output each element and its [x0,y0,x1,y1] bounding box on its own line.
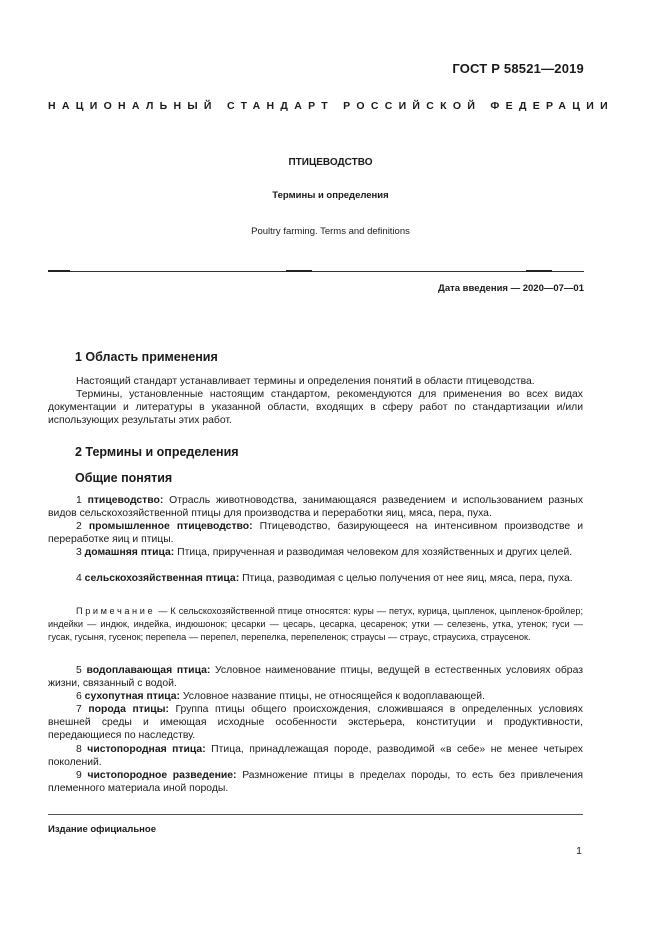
gost-number: ГОСТ Р 58521—2019 [452,61,584,76]
document-title-english: Poultry farming. Terms and definitions [251,226,410,237]
term-entry: 7 порода птицы: Группа птицы общего происхождения, сложившаяся в определенных условиях внешней среды и имеющая исходные особенности экстерьера, конституции и продуктивности, передающиеся по наследству. [48,704,583,741]
section-1-heading: 1 Область применения [75,350,218,364]
footer-divider [48,814,583,815]
term-entry: 6 сухопутная птица: Условное название птицы, не относящейся к водоплавающей. [76,691,485,702]
official-edition-label: Издание официальное [48,824,156,835]
title-divider [48,271,584,272]
section-1-paragraph: Настоящий стандарт устанавливает термины и определения понятий в области птицеводства. [76,376,535,387]
term-entry: 4 сельскохозяйственная птица: Птица, разводимая с целью получения от нее яиц, мяса, пера, пуха. [76,573,573,584]
term-entry: 2 промышленное птицеводство: Птицеводство, базирующееся на интенсивном производстве и переработке яиц и птицы. [48,521,584,545]
divider-accent [526,270,552,272]
term-entry: 5 водоплавающая птица: Условное наименование птицы, ведущей в естественных условиях образ жизни, связанный с водой. [48,665,584,689]
term-entry: 8 чистопородная птица: Птица, принадлежащая породе, разводимой «в себе» не менее четырех поколений. [48,744,584,768]
term-entry: 9 чистопородное разведение: Размножение птицы в пределах породы, то есть без привлечения племенного материала иной породы. [48,770,583,794]
section-1-paragraph: Термины, установленные настоящим стандартом, рекомендуются для применения во всех видах документации и литературы в указанной области, входящих в сферу работ по стандартизации и/или использующих результаты этих работ. [48,389,583,426]
term-note: Примечание — К сельскохозяйственной птице относятся: куры — петух, курица, цыпленок, цыпленок-бройлер; индейки — индюк, индейка, индюшонок; цесарки — цесарь, цесарка, цесаренок; утки — селезень, утка, утенок; гуси — гусак, гусыня, гусенок; перепела — перепел, перепелка, перепеленок; страусы — страус, страусиха, страусенок. [48,606,583,642]
document-title: ПТИЦЕВОДСТВО [288,157,373,168]
effective-date: Дата введения — 2020—07—01 [438,283,584,294]
page-number: 1 [576,845,582,857]
subsection-heading: Общие понятия [75,471,173,485]
national-standard-heading: НАЦИОНАЛЬНЫЙ СТАНДАРТ РОССИЙСКОЙ ФЕДЕРАЦИИ [48,100,614,112]
divider-accent [48,270,70,272]
divider-accent [286,270,312,272]
document-subtitle: Термины и определения [272,190,389,201]
term-entry: 1 птицеводство: Отрасль животноводства, занимающаяся разведением и использованием разных видов сельскохозяйственной птицы для производства и переработки яиц, мяса, пера, пуха. [48,495,584,519]
section-2-heading: 2 Термины и определения [75,445,239,459]
term-entry: 3 домашняя птица: Птица, прирученная и разводимая человеком для хозяйственных и других целей. [76,547,573,558]
